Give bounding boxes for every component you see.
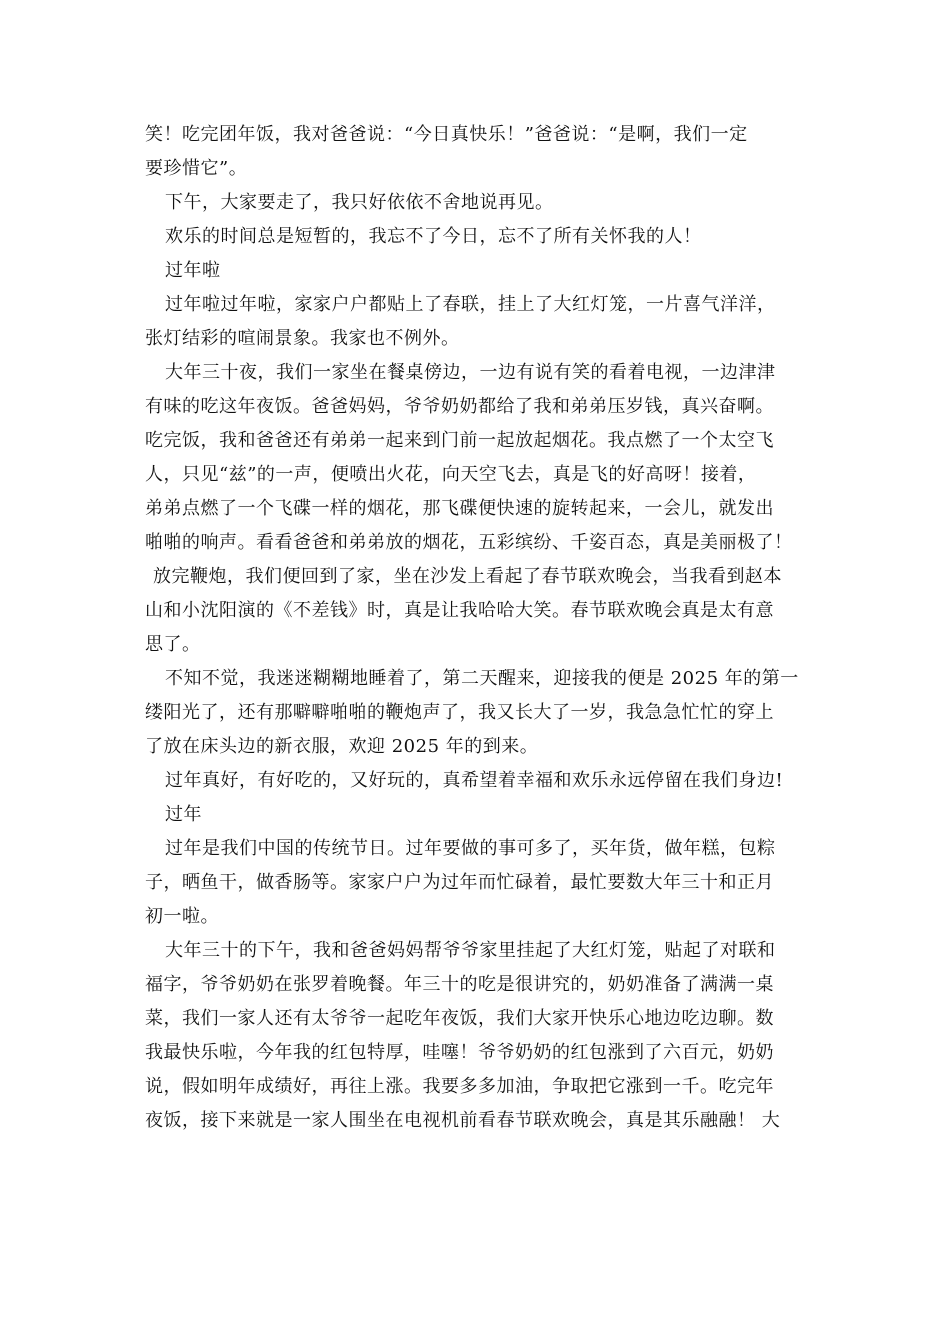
text-line: 初一啦。	[145, 906, 219, 927]
text-line: 要珍惜它”。	[145, 158, 248, 179]
text-line: 我最快乐啦，今年我的红包特厚，哇噻！爷爷奶奶的红包涨到了六百元，奶奶	[145, 1042, 774, 1063]
text-line: 子，晒鱼干，做香肠等。家家户户为过年而忙碌着，最忙要数大年三十和正月	[145, 872, 774, 893]
text-line: 弟弟点燃了一个飞碟一样的烟花，那飞碟便快速的旋转起来，一会儿，就发出	[145, 498, 774, 519]
text-line: 了放在床头边的新衣服，欢迎 2025 年的到来。	[145, 736, 539, 757]
text-line: 吃完饭，我和爸爸还有弟弟一起来到门前一起放起烟花。我点燃了一个太空飞	[145, 430, 774, 451]
text-line: 夜饭，接下来就是一家人围坐在电视机前看春节联欢晚会，真是其乐融融！ 大	[145, 1110, 781, 1131]
text-line: 缕阳光了，还有那噼噼啪啪的鞭炮声了，我又长大了一岁，我急急忙忙的穿上	[145, 702, 774, 723]
section-heading: 过年啦	[165, 260, 221, 281]
paragraph-start-line: 不知不觉，我迷迷糊糊地睡着了，第二天醒来，迎接我的便是 2025 年的第一	[165, 668, 799, 689]
text-line: 思了。	[145, 634, 201, 655]
text-line: 山和小沈阳演的《不差钱》时，真是让我哈哈大笑。春节联欢晚会真是太有意	[145, 600, 774, 621]
text-line: 啪啪的响声。看看爸爸和弟弟放的烟花，五彩缤纷、千姿百态，真是美丽极了！	[145, 532, 793, 553]
text-line: 福字，爷爷奶奶在张罗着晚餐。年三十的吃是很讲究的，奶奶准备了满满一桌	[145, 974, 774, 995]
text-line: 张灯结彩的喧闹景象。我家也不例外。	[145, 328, 460, 349]
paragraph-start-line: 欢乐的时间总是短暂的，我忘不了今日，忘不了所有关怀我的人！	[165, 226, 702, 247]
paragraph-start-line: 过年真好，有好吃的，又好玩的，真希望着幸福和欢乐永远停留在我们身边!	[165, 770, 784, 791]
section-heading: 过年	[165, 804, 202, 825]
text-line: 笑！吃完团年饭，我对爸爸说：“今日真快乐！”爸爸说：“是啊，我们一定	[145, 124, 748, 145]
text-line: 有味的吃这年夜饭。爸爸妈妈，爷爷奶奶都给了我和弟弟压岁钱，真兴奋啊。	[145, 396, 774, 417]
document-body	[145, 118, 805, 1138]
paragraph-start-line: 大年三十夜，我们一家坐在餐桌傍边，一边有说有笑的看着电视，一边津津	[165, 362, 776, 383]
text-line: 菜，我们一家人还有太爷爷一起吃年夜饭，我们大家开快乐心地边吃边聊。数	[145, 1008, 774, 1029]
paragraph-start-line: 过年是我们中国的传统节日。过年要做的事可多了，买年货，做年糕，包粽	[165, 838, 776, 859]
paragraph-start-line: 过年啦过年啦，家家户户都贴上了春联，挂上了大红灯笼，一片喜气洋洋，	[165, 294, 776, 315]
text-line: 放完鞭炮，我们便回到了家，坐在沙发上看起了春节联欢晚会，当我看到赵本	[153, 566, 782, 587]
text-line: 人，只见“兹”的一声，便喷出火花，向天空飞去，真是飞的好高呀！接着，	[145, 464, 757, 485]
paragraph-start-line: 大年三十的下午，我和爸爸妈妈帮爷爷家里挂起了大红灯笼，贴起了对联和	[165, 940, 776, 961]
paragraph-start-line: 下午，大家要走了，我只好依依不舍地说再见。	[165, 192, 554, 213]
text-line: 说，假如明年成绩好，再往上涨。我要多多加油，争取把它涨到一千。吃完年	[145, 1076, 774, 1097]
